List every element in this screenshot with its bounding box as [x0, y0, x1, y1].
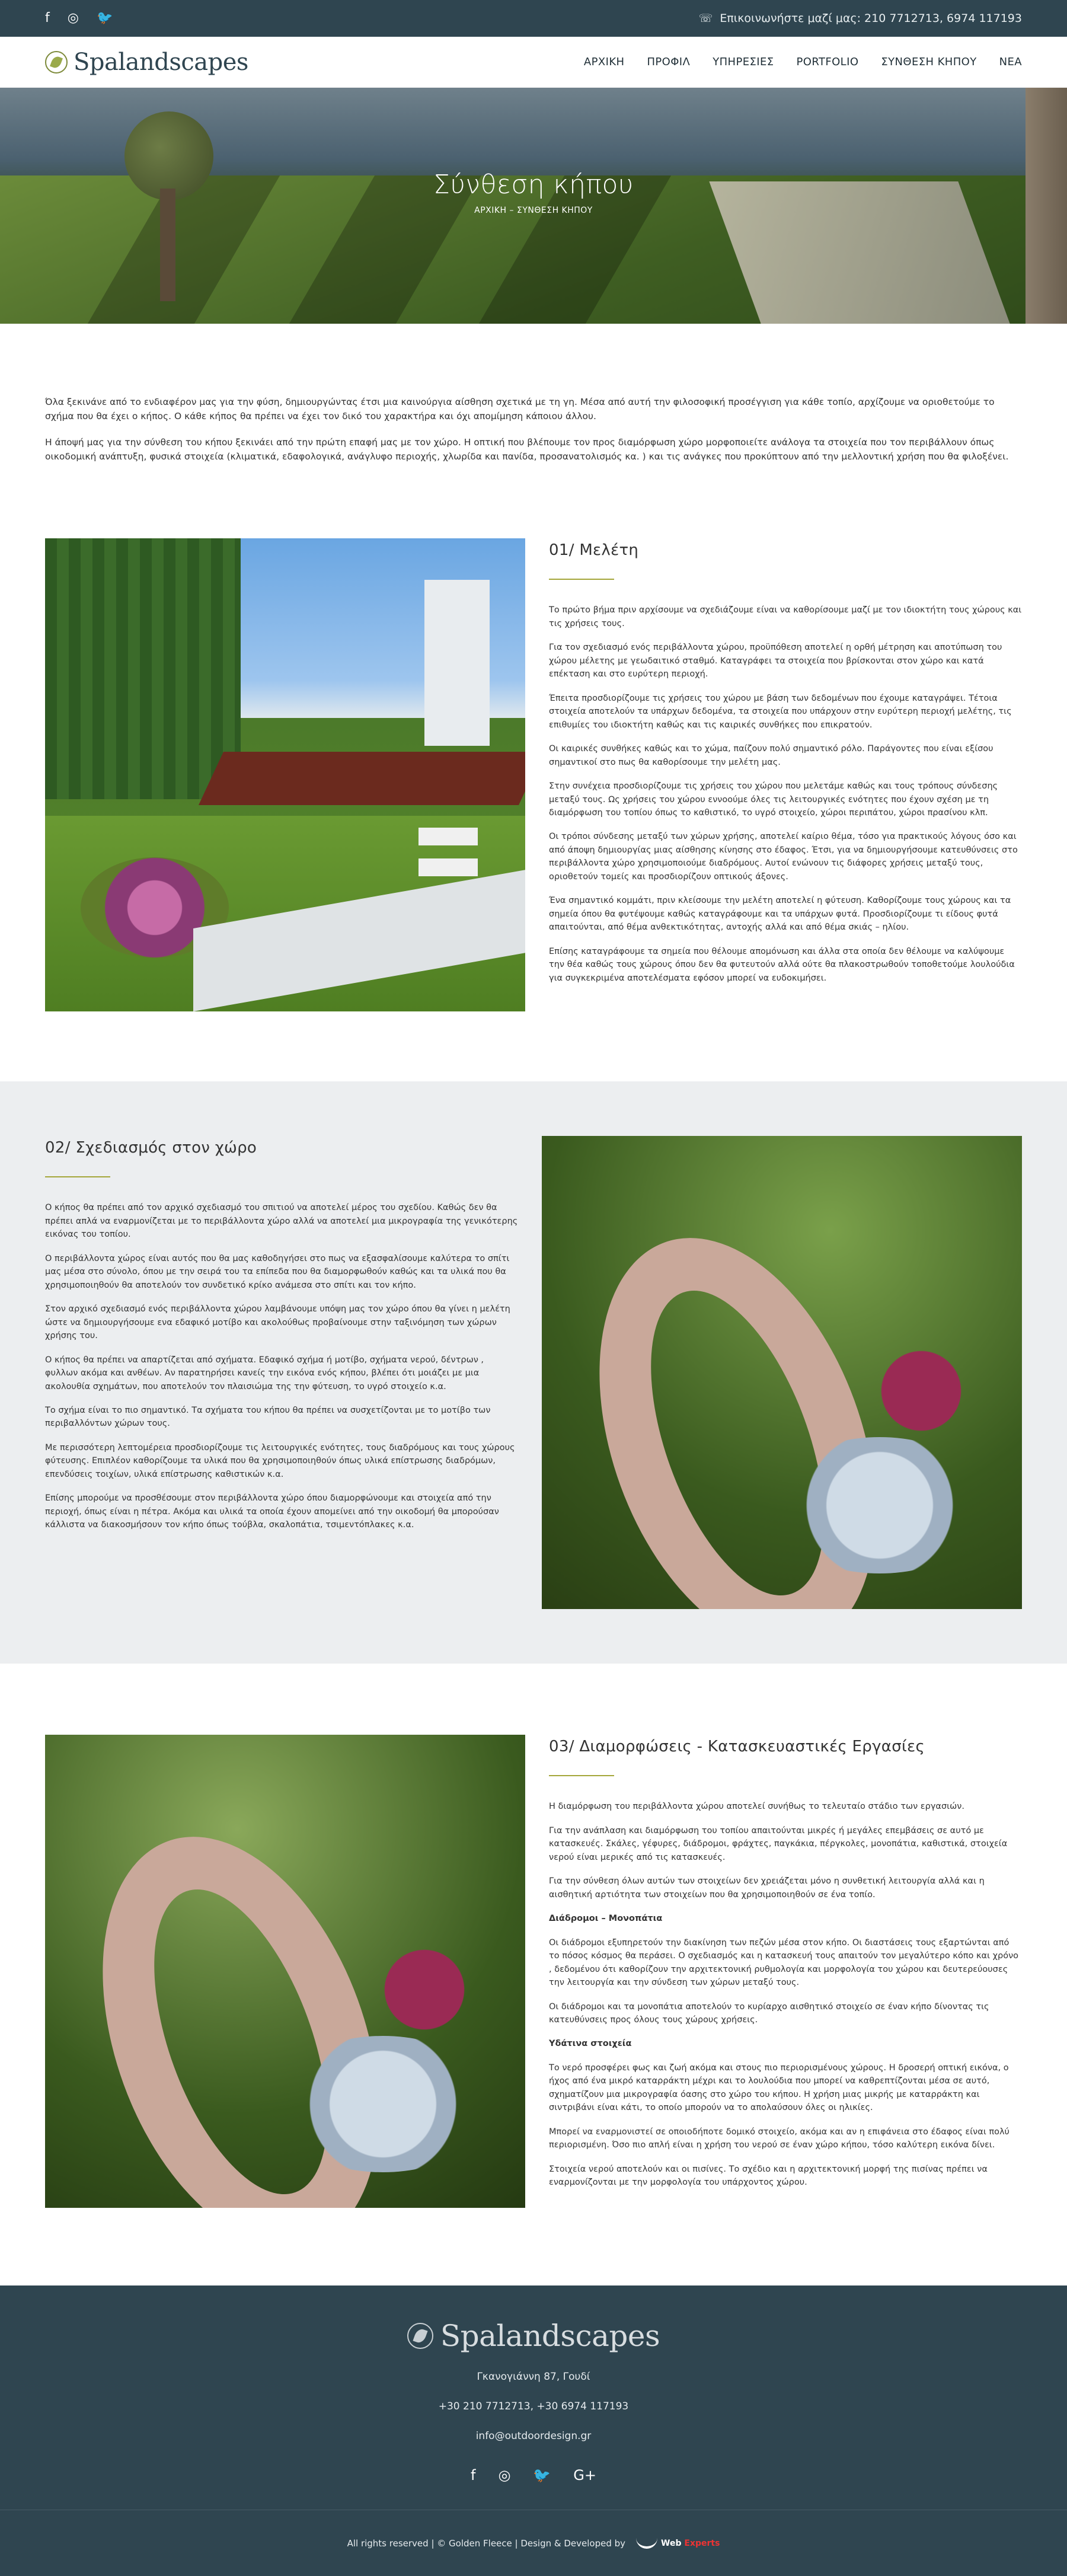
footer-address: Γκανογιάννη 87, Γουδί [477, 2371, 590, 2383]
section-number: 01 [549, 541, 569, 560]
footer-phones[interactable]: +30 210 7712713, +30 6974 117193 [438, 2401, 629, 2412]
section-title: Διαμορφώσεις - Κατασκευαστικές Εργασίες [579, 1738, 925, 1756]
paragraph: Επίσης καταγράφουμε τα σημεία που θέλουμε απομόνωση και άλλα στα οποία δεν θέλουμε να καλύψουμε την θέα καθώς τους χώρους όπου δεν θα φυτευτούν αλλά ούτε θα πλακοστρωθούν τοποθετούμε λουλούδια για συγκεκριμένα αποτελέσματα εφόσον μπορεί να ευδοκιμήσει. [549, 946, 1015, 983]
paragraph: Οι καιρικές συνθήκες καθώς και το χώμα, παίζουν πολύ σημαντικό ρόλο. Παράγοντες που είναι εξίσου σημαντικοί στο πως θα καθορίσουμε την μελέτη μας. [549, 744, 993, 767]
image-building [424, 580, 490, 746]
section-title: Μελέτη [579, 541, 639, 560]
menu-item-garden-design[interactable]: ΣΥΝΘΕΣΗ ΚΗΠΟΥ [881, 56, 977, 68]
developer-logo-text [661, 2539, 720, 2548]
phone-icon: ☏ [698, 12, 713, 25]
main-nav [0, 37, 1067, 88]
page-title: Σύνθεση κήπου [433, 170, 634, 200]
instagram-icon[interactable]: ◎ [67, 11, 79, 25]
divider [45, 1176, 110, 1177]
top-social-links [45, 12, 113, 25]
footer-logo-text: Spalandscapes [440, 2319, 660, 2353]
developer-name-b: Experts [684, 2538, 720, 2548]
study-text [549, 538, 1022, 1011]
divider [549, 1775, 614, 1776]
developer-wave-icon [636, 2538, 657, 2549]
section-heading: 03/ Διαμορφώσεις - Κατασκευαστικές Εργασίες [549, 1738, 925, 1756]
paragraph: Με περισσότερη λεπτομέρεια προσδιορίζουμε τις λειτουργικές ενότητες, τους διαδρόμους και τους χώρους φύτευσης. Επιπλέον καθορίζουμε τα υλικά που θα χρησιμοποιηθούν όπως υλικά επίστρωσης διαδρόμων, επενδύσεις τοιχίων, υλικά επίστρωσης καθιστικών κ.α. [45, 1442, 515, 1479]
facebook-icon[interactable]: f [470, 2467, 476, 2484]
footer-email[interactable]: info@outdoordesign.gr [475, 2430, 592, 2442]
top-contact-text: Επικοινωνήστε μαζί μας: 210 7712713, 6974 117193 [720, 12, 1022, 25]
menu-item-services[interactable]: ΥΠΗΡΕΣΙΕΣ [713, 56, 774, 68]
paragraph: Το σχήμα είναι το πιο σημαντικό. Τα σχήματα του κήπου θα πρέπει να συσχετίζονται με το μοτίβο των περιβαλλόντων χώρων τους. [45, 1405, 491, 1429]
paragraph: Η διαμόρφωση του περιβάλλοντα χώρου αποτελεί συνήθως το τελευταίο στάδιο των εργασιών. [549, 1802, 964, 1812]
section-title: Σχεδιασμός στον χώρο [75, 1139, 257, 1157]
paragraph: Στον αρχικό σχεδιασμό ενός περιβάλλοντα χώρου λαμβάνουμε υπόψη μας τον χώρο όπου θα γίνει η μελέτη ώστε να δημιουργήσουμε ενα εδαφικό μοτίβο και ακολούθως προβαίνουμε στην ταξινόμηση των χώρων χρήσης του. [45, 1304, 510, 1341]
facebook-icon[interactable]: f [45, 11, 50, 25]
menu-item-news[interactable]: ΝΕΑ [999, 56, 1022, 68]
paragraph: Το πρώτο βήμα πριν αρχίσουμε να σχεδιάζουμε είναι να καθορίσουμε μαζί με τον ιδιοκτήτη τους χώρους και τις χρήσεις τους. [549, 605, 1022, 628]
logo-text: Spalandscapes [74, 48, 248, 76]
site-logo[interactable] [45, 49, 248, 76]
top-bar [0, 0, 1067, 37]
menu-item-portfolio[interactable]: PORTFOLIO [796, 56, 859, 68]
paragraph: Ο κήπος θα πρέπει να απαρτίζεται από σχήματα. Εδαφικό σχήμα ή μοτίβο, σχήματα νερού, δέντρων , φυλλων ακόμα και ανθέων. Αν παρατηρήσει κανείς την εικόνα ενός κήπου, βλέπει ότι μοιάζει με μια ακολουθία σχημάτων, που αποτελούν τον πλαισιώμα της την φύτευση, το υγρό στοιχείο κ.α. [45, 1355, 484, 1391]
developer-logo[interactable] [636, 2538, 720, 2549]
menu-item-profile[interactable]: ΠΡΟΦΙΛ [647, 56, 691, 68]
construction-text [549, 1735, 1022, 2208]
paragraph: Οι διάδρομοι και τα μονοπάτια αποτελούν το κυρίαρχο αισθητικό στοιχείο σε έναν κήπο δίνοντας τις κατευθύνσεις προς όλους τους χώρους χρήσεις. [549, 2002, 989, 2025]
section-study [0, 538, 1067, 1011]
study-image [45, 538, 525, 1011]
menu-item-home[interactable]: ΑΡΧΙΚΗ [583, 56, 625, 68]
menu [584, 56, 1022, 68]
hero-banner [0, 88, 1067, 324]
intro-paragraph: Όλα ξεκινάνε από το ενδιαφέρον μας για την φύση, δημιουργώντας έτσι μια καινούργια αίσθηση σχετικά με τη γη. Μέσα από αυτή την φιλοσοφική προσέγγιση για κάθε τοπίο, αρχίζουμε να οριοθετούμε το σχήμα που θα έχει ο κήπος. Ο κάθε κήπος θα πρέπει να έχει τον δικό του χαρακτήρα και όχι απομίμηση κάποιου άλλου. [45, 397, 995, 422]
paragraph: Οι τρόποι σύνδεσης μεταξύ των χώρων χρήσης, αποτελεί καίριο θέμα, τόσο για πρακτικούς λόγους όσο και από άποψη δημιουργίας μιας αίσθησης κίνησης στο έδαφος. Έτσι, για να δημιουργήσουμε κατευθύνσεις στο περιβάλλοντα χώρο χρησιμοποιούμε διαδρόμους. Αυτοί ενώνουν τις διάφορες χρήσεις μεταξύ τους, οριοθετούν τομείς και προσδιορίζουν οπτικούς άξονες. [549, 832, 1018, 882]
design-image [542, 1136, 1022, 1609]
section-heading: 02/ Σχεδιασμός στον χώρο [45, 1139, 257, 1157]
logo-leaf-icon [45, 51, 68, 74]
subheading: Διάδρομοι – Μονοπάτια [549, 1914, 663, 1924]
copyright-text: All rights reserved | © Golden Fleece | Design & Developed by [347, 2537, 626, 2549]
developer-name-a: Web [661, 2538, 682, 2548]
twitter-icon[interactable]: 🐦 [96, 11, 113, 25]
instagram-icon[interactable]: ◎ [498, 2467, 511, 2484]
paragraph: Το νερό προσφέρει φως και ζωή ακόμα και στους πιο περιορισμένους χώρους. Η δροσερή οπτική εικόνα, ο ήχος από ένα μικρό καταρράκτη μέχρι και το λουλούδια που μπορεί να καθρεπτίζονται μέσα σε αυτό, σχηματίζουν μια μικρογραφία όασης στο χώρο του κήπου. Η χρήση μιας μικρής με καταρράκτη και σιντριβάνι είναι κάτι, το οποίο μπορούν να το απολαύσουν όλες οι ηλικίες. [549, 2063, 1009, 2113]
breadcrumb[interactable]: ΑΡΧΙΚΗ – ΣΥΝΘΕΣΗ ΚΗΠΟΥ [474, 206, 593, 215]
paragraph: Για την ανάπλαση και διαμόρφωση του τοπίου απαιτούνται μικρές ή μεγάλες επεμβάσεις σε αυτό με κατασκευές. Σκάλες, γέφυρες, διάδρομοι, φράχτες, παγκάκια, πέργκολες, μονοπάτια, καθιστικά, στοιχεία νερού είναι μερικές από τις κατασκευές. [549, 1825, 1008, 1862]
intro-paragraph: Η άποψή μας για την σύνθεση του κήπου ξεκινάει από την πρώτη επαφή μας με τον χώρο. Η οπτική που βλέπουμε τον προς διαμόρφωση χώρο μορφοποιείτε ανάλογα τα στοιχεία που τον περιβάλλουν όπως οικοδομική ανάπτυξη, φυσικά στοιχεία (κλιματικά, εδαφολογικά, ανάγλυφο περιοχής, χλωρίδα και πανίδα, προσανατολισμός κα. ) και τις ανάγκες που προκύπτουν από την μελλοντική χρήση που θα φιλοξένει. [45, 437, 1009, 462]
section-band [0, 1081, 1067, 1664]
paragraph: Ο περιβάλλοντα χώρος είναι αυτός που θα μας καθοδηγήσει στο πως να εξασφαλίσουμε καλύτερα το σπίτι μας μέσα στο σύνολο, όπου με την σειρά του τα επίπεδα που θα διαμορφωθούν καθώς και τα υλικά που θα χρησιμοποιηθούν θα αποτελούν τον συνδετικό κρίκο ανάμεσα στο σπίτι και τον κήπο. [45, 1253, 510, 1290]
image-hedge [45, 538, 241, 799]
section-design [0, 1136, 1067, 1609]
paragraph: Μπορεί να εναρμονιστεί σε οποιοδήποτε δομικό στοιχείο, ακόμα και αν η επιφάνεια στο έδαφος είναι πολύ περιορισμένη. Όσο πιο απλή είναι η χρήση του νερού σε έναν χώρο κήπου, τόσο καλύτερη εικόνα δίνει. [549, 2127, 1010, 2150]
section-number: 02 [45, 1139, 65, 1157]
design-text [45, 1136, 518, 1609]
paragraph: Ένα σημαντικό κομμάτι, πριν κλείσουμε την μελέτη αποτελεί η φύτευση. Καθορίζουμε τους χώρους και τα σημεία όπου θα φυτέψουμε καθώς καταγράφουμε και τα υπάρχων φυτά. Προσδιορίζουμε τι είδους φυτά απαιτούνται, από θέμα ανθεκτικότητας, αντοχής αλλά και από θέμα σκιάς – ηλίου. [549, 896, 1011, 933]
paragraph: Επίσης μπορούμε να προσθέσουμε στον περιβάλλοντα χώρο όπου διαμορφώνουμε και στοιχεία από την περιοχή, όπως είναι η πέτρα. Ακόμα και υλικά τα οποία έχουν απομείνει από την οικοδομή θα μπορούσαν κάλλιστα να διακοσμήσουν τον κήπο όπως τούβλα, σκαλοπάτια, τσιμεντόπλακες κ.α. [45, 1493, 499, 1530]
section-heading: 01/ Μελέτη [549, 541, 639, 560]
image-silver-plants [767, 1437, 992, 1573]
paragraph: Για τον σχεδιασμό ενός περιβάλλοντα χώρου, προϋπόθεση αποτελεί η ορθή μέτρηση και αποτύπωση του χώρου μέλετης με γεωδαιτικό σταθμό. Καταγράφει τα στοιχεία που βρίσκονται στον χώρο και κατά επέκταση και στο ευρύτερη περιοχή. [549, 643, 1002, 679]
logo-leaf-icon [407, 2323, 433, 2349]
subheading: Υδάτινα στοιχεία [549, 2039, 632, 2049]
top-contact[interactable] [699, 12, 1022, 25]
hero-caption [0, 170, 1067, 215]
intro-text [0, 324, 1067, 511]
paragraph: Οι διάδρομοι εξυπηρετούν την διακίνηση των πεζών μέσα στον κήπο. Οι διαστάσεις τους εξαρτώνται από το πόσος κόσμος θα περάσει. Ο σχεδιασμός και η κατασκευή τους απαιτούν τον μεγαλύτερο κόπο και χρόνο , δεδομένου ότι καθορίζουν την αρχιτεκτονική ρυθμολογία και μορφολογία του χώρου και δευτερεύουσες την λειτουργία και την σύνδεση των χώρων μεταξύ τους. [549, 1937, 1019, 1988]
section-number: 03 [549, 1738, 569, 1756]
paragraph: Για την σύνθεση όλων αυτών των στοιχείων δεν χρειάζεται μόνο η συνθετική λειτουργία αλλά και η αισθητική αρτιότητα των στοιχείων που θα χρησιμοποιηθούν σε ένα τοπίο. [549, 1876, 985, 1900]
footer-bottom-bar [0, 2510, 1067, 2576]
paragraph: Στοιχεία νερού αποτελούν και οι πισίνες. Το σχέδιο και η αρχιτεκτονική μορφή της πισίνας πρέπει να εναρμονίζονται με την μορφολογία του υπάρχοντος χώρου. [549, 2164, 988, 2188]
paragraph: Στην συνέχεια προσδιορίζουμε τις χρήσεις του χώρου που μελετάμε καθώς και τους τρόπους σύνδεσης μεταξύ τους. Ως χρήσεις του χώρου εννοούμε όλες τις λειτουργικές ενότητες που έχουν σχέση με τη διαμόρφωση του τοπίου όπως το καθιστικό, το υγρό στοιχείο, χώροι περιπάτου, χώροι πρασίνου κλπ. [549, 781, 998, 818]
construction-image [45, 1735, 525, 2208]
paragraph: Έπειτα προσδιορίζουμε τις χρήσεις του χώρου με βάση των δεδομένων που έχουμε καταγράψει. Τέτοια στοιχεία αποτελούν τα υπάρχων δεδομένα, τα στοιχεία που υπάρχουν στην ευρύτερη περιοχή μελέτης, τις επιθυμίες του ιδιοκτήτη καθώς και τις καιρικές συνθήκες που επικρατούν. [549, 693, 1012, 730]
image-magenta-plants [347, 1948, 501, 2031]
footer-logo[interactable] [0, 2319, 1067, 2353]
image-magenta-plants [844, 1349, 998, 1432]
paragraph: Ο κήπος θα πρέπει από τον αρχικό σχεδιασμό του σπιτιού να αποτελεί μέρος του σχεδίου. Καθώς δεν θα πρέπει απλά να εναρμονίζεται με το περιβάλλοντα χώρο αλλά να αποτελεί μια μικρογραφία της γενικότερης εικόνας του τοπίου. [45, 1203, 518, 1240]
image-deck [199, 752, 525, 805]
section-construction [0, 1735, 1067, 2208]
footer [0, 2285, 1067, 2576]
divider [549, 579, 614, 580]
google-plus-icon[interactable]: G+ [573, 2467, 596, 2484]
footer-social-links [0, 2467, 1067, 2484]
image-silver-plants [270, 2036, 496, 2172]
twitter-icon[interactable]: 🐦 [533, 2467, 551, 2484]
